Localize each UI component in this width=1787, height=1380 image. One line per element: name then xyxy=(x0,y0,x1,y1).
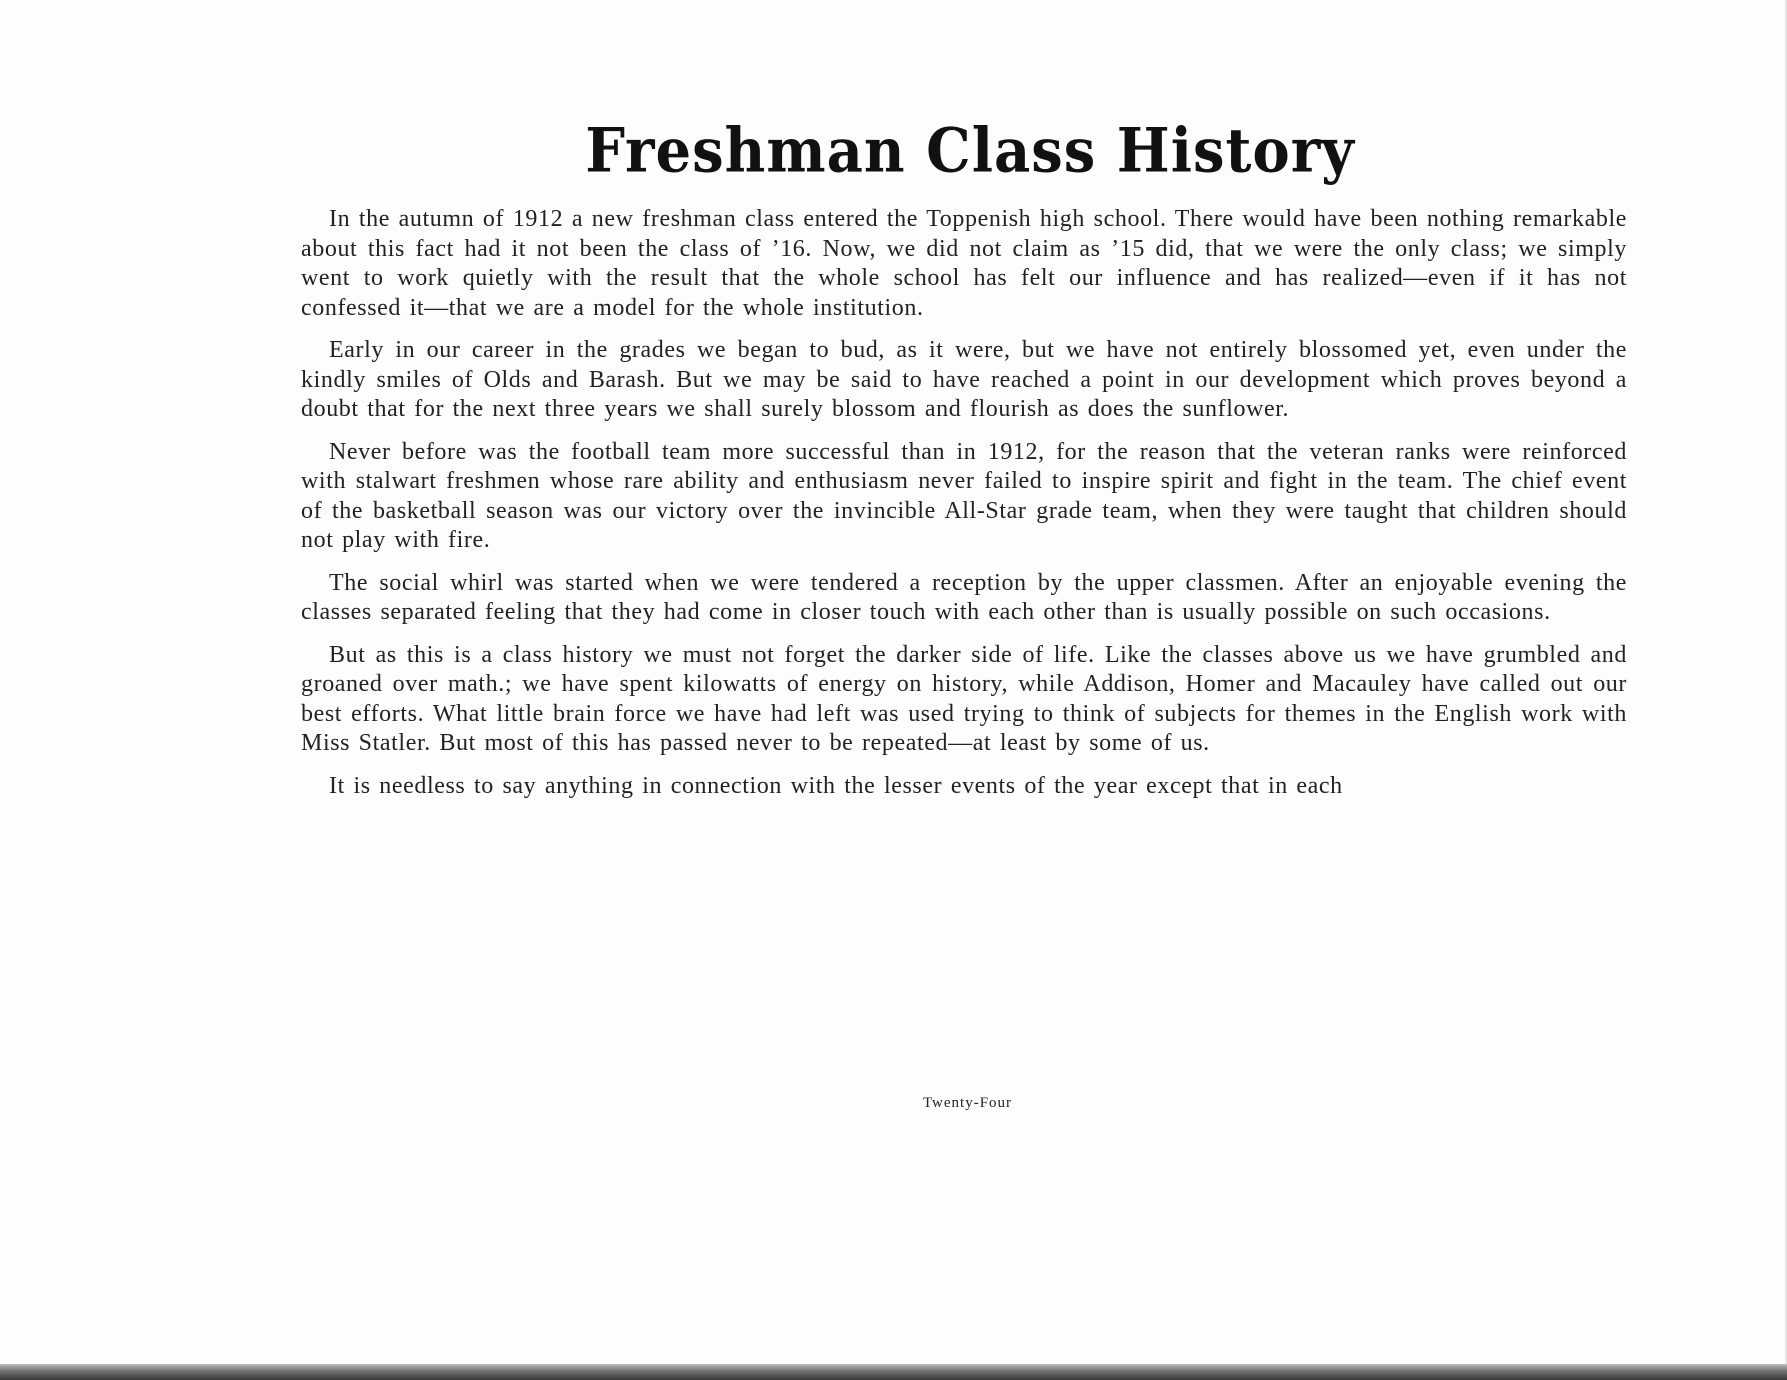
paragraph-4: The social whirl was started when we were tendered a reception by the upper classmen. After an enjoyable evening the classes separated feeling that they had come in closer touch with each other than is usually possible on such occasions. xyxy=(301,569,1627,625)
paragraph-6: It is needless to say anything in connection with the lesser events of the year except that in each xyxy=(329,772,1343,799)
paragraph-1: In the autumn of 1912 a new freshman class entered the Toppenish high school. There would have been nothing remarkable about this fact had it not been the class of ’16. Now, we did not claim as ’15 did, that we were the only class; we simply went to work quietly with the result that the whole school has felt our influence and has realized—even if it has not confessed it—that we are a model for the whole institution. xyxy=(301,206,1627,321)
paragraph-5: But as this is a class history we must not forget the darker side of life. Like the classes above us we have grumbled and groaned over math.; we have spent kilowatts of energy on history, while Addison, Homer and Macauley have called out our best efforts. What little brain force we have had left was used trying to think of subjects for themes in the English work with Miss Statler. But most of this has passed never to be repeated—at least by some of us. xyxy=(301,641,1627,756)
page-title: Freshman Class History xyxy=(585,115,1355,187)
scan-bottom-edge xyxy=(0,1364,1787,1380)
paragraph-3: Never before was the football team more successful than in 1912, for the reason that the veteran ranks were reinforced with stalwart freshmen whose rare ability and enthusiasm never failed to inspire spirit and fight in the team. The chief event of the basketball season was our victory over the invincible All-Star grade team, when they were taught that children should not play with fire. xyxy=(301,438,1627,553)
article-body xyxy=(301,205,1627,814)
paragraph-2: Early in our career in the grades we began to bud, as it were, but we have not entirely blossomed yet, even under the kindly smiles of Olds and Barash. But we may be said to have reached a point in our development which proves beyond a doubt that for the next three years we shall surely blossom and flourish as does the sunflower. xyxy=(301,337,1627,422)
page-number: Twenty-Four xyxy=(922,1095,1013,1111)
